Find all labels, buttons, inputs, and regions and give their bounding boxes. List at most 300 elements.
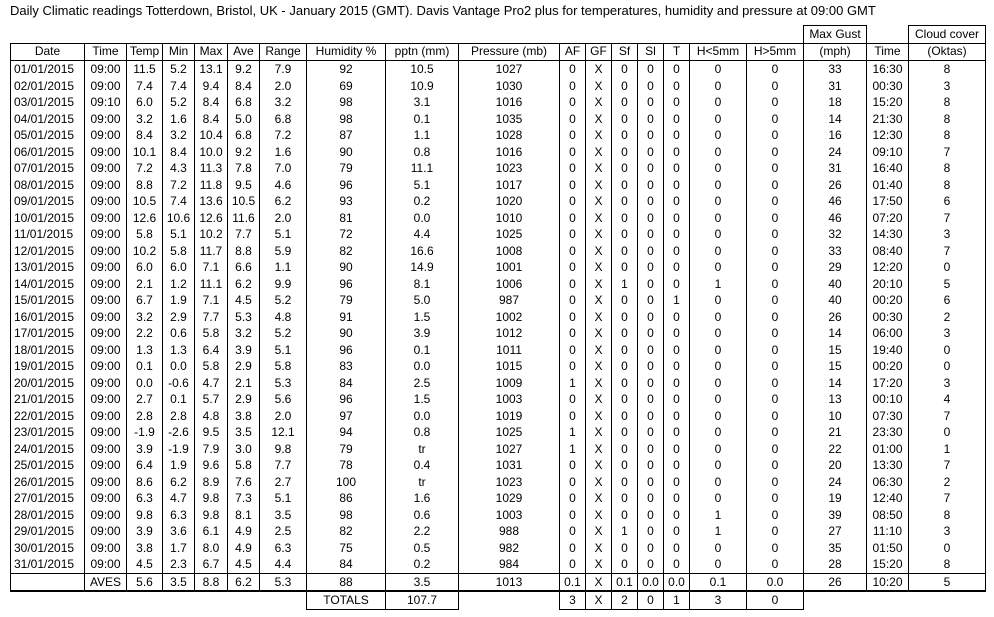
table-cell: 0 [747, 177, 804, 194]
table-cell: 1.1 [386, 127, 459, 144]
table-cell: 0 [612, 210, 638, 227]
averages-cell: 0.1 [560, 573, 586, 591]
table-cell: 0 [690, 490, 747, 507]
table-cell: 04/01/2015 [11, 111, 85, 128]
table-cell: 09:00 [85, 243, 127, 260]
table-cell: 83 [307, 358, 386, 375]
table-cell: 0.0 [386, 210, 459, 227]
table-cell: 09:00 [85, 490, 127, 507]
table-cell: 20/01/2015 [11, 375, 85, 392]
table-cell: 1.6 [163, 111, 195, 128]
table-cell: 46 [804, 193, 867, 210]
table-cell: 0.0 [386, 408, 459, 425]
table-cell: 1.9 [163, 457, 195, 474]
table-cell: 1 [909, 441, 986, 458]
table-cell: X [586, 243, 612, 260]
table-cell: 0 [690, 556, 747, 573]
table-cell: 82 [307, 243, 386, 260]
table-cell: 12.6 [195, 210, 228, 227]
table-cell: 0 [612, 474, 638, 491]
table-cell: 11/01/2015 [11, 226, 85, 243]
table-cell: 27/01/2015 [11, 490, 85, 507]
averages-cell: 6.2 [228, 573, 260, 591]
table-cell: 0 [560, 210, 586, 227]
table-cell: 26/01/2015 [11, 474, 85, 491]
table-cell: 7.0 [260, 160, 307, 177]
table-cell: 3.9 [127, 441, 163, 458]
table-cell: 5.7 [195, 391, 228, 408]
table-cell: 94 [307, 424, 386, 441]
table-cell: 14/01/2015 [11, 276, 85, 293]
table-cell: 15:20 [867, 556, 909, 573]
table-cell: 0 [747, 391, 804, 408]
table-cell: 0 [638, 490, 664, 507]
table-cell: 9.8 [195, 490, 228, 507]
table-cell: 15 [804, 342, 867, 359]
table-cell: 0 [690, 375, 747, 392]
table-cell: 0 [612, 391, 638, 408]
table-cell: 13/01/2015 [11, 259, 85, 276]
table-cell: 1023 [459, 474, 560, 491]
table-cell: 0 [638, 177, 664, 194]
table-cell: 09:10 [867, 144, 909, 161]
table-cell: 0 [612, 61, 638, 78]
table-cell: 7 [909, 144, 986, 161]
table-cell: 09:00 [85, 127, 127, 144]
table-cell: 09:00 [85, 78, 127, 95]
table-cell: 0.2 [386, 193, 459, 210]
table-cell: 0 [638, 144, 664, 161]
table-cell: 90 [307, 325, 386, 342]
table-cell: X [586, 408, 612, 425]
table-cell: 1008 [459, 243, 560, 260]
table-cell: 24 [804, 474, 867, 491]
table-cell: 1.6 [260, 144, 307, 161]
table-cell: 23:30 [867, 424, 909, 441]
table-cell: 91 [307, 309, 386, 326]
table-cell: 09:00 [85, 375, 127, 392]
table-cell: 12:20 [867, 259, 909, 276]
table-cell: 0 [664, 243, 690, 260]
table-cell: 0 [690, 210, 747, 227]
table-cell: 11.6 [228, 210, 260, 227]
table-cell: 0 [664, 391, 690, 408]
table-cell: 0 [612, 193, 638, 210]
table-cell: 0 [638, 408, 664, 425]
table-cell: 35 [804, 540, 867, 557]
table-cell: 09:00 [85, 556, 127, 573]
table-cell: 0 [747, 556, 804, 573]
table-cell: 4.5 [228, 556, 260, 573]
table-cell: 96 [307, 342, 386, 359]
table-cell: 22/01/2015 [11, 408, 85, 425]
table-cell: 0 [664, 160, 690, 177]
table-cell: 9.8 [260, 441, 307, 458]
table-cell: 0 [664, 78, 690, 95]
table-cell: 0 [664, 474, 690, 491]
totals-empty [459, 591, 560, 609]
table-cell: 1016 [459, 144, 560, 161]
table-cell: 0 [747, 127, 804, 144]
table-cell: 0 [560, 408, 586, 425]
table-cell: 24 [804, 144, 867, 161]
table-cell: 09/01/2015 [11, 193, 85, 210]
table-cell: 09:00 [85, 259, 127, 276]
table-cell: 0 [638, 78, 664, 95]
table-cell: 7.2 [127, 160, 163, 177]
table-cell: 33 [804, 61, 867, 78]
table-cell: X [586, 309, 612, 326]
table-cell: 11.1 [195, 276, 228, 293]
averages-cell: 0.0 [747, 573, 804, 591]
table-cell: 10.5 [127, 193, 163, 210]
table-cell: 10.5 [386, 61, 459, 78]
table-cell: 22 [804, 441, 867, 458]
table-cell: 0 [909, 358, 986, 375]
header-pressure: Pressure (mb) [459, 43, 560, 61]
table-cell: 0.1 [386, 342, 459, 359]
table-cell: 0 [560, 193, 586, 210]
table-cell: 0 [664, 193, 690, 210]
table-cell: 07:20 [867, 210, 909, 227]
table-cell: 0 [690, 408, 747, 425]
table-row [11, 523, 986, 540]
table-cell: 0 [664, 358, 690, 375]
table-cell: X [586, 111, 612, 128]
table-cell: 2.1 [127, 276, 163, 293]
table-cell: 09:00 [85, 391, 127, 408]
table-cell: 0 [638, 243, 664, 260]
table-cell: 6.8 [260, 111, 307, 128]
table-cell: 8 [909, 94, 986, 111]
header-min: Min [163, 43, 195, 61]
table-cell: 0 [664, 540, 690, 557]
table-cell: 6.8 [228, 94, 260, 111]
table-cell: 8 [909, 111, 986, 128]
table-cell: 0 [612, 556, 638, 573]
table-cell: 21:30 [867, 111, 909, 128]
table-cell: 0 [638, 358, 664, 375]
table-row [11, 358, 986, 375]
table-cell: 1015 [459, 358, 560, 375]
table-cell: -0.6 [163, 375, 195, 392]
table-cell: 6 [909, 193, 986, 210]
table-cell: 0 [560, 540, 586, 557]
table-cell: 0 [747, 325, 804, 342]
table-cell: 8 [909, 507, 986, 524]
table-cell: 11.5 [127, 61, 163, 78]
table-row [11, 111, 986, 128]
table-cell: 00:20 [867, 358, 909, 375]
table-cell: 4.4 [260, 556, 307, 573]
table-cell: 6.4 [127, 457, 163, 474]
table-cell: 0 [664, 177, 690, 194]
table-cell: 09:00 [85, 358, 127, 375]
table-cell: 987 [459, 292, 560, 309]
table-cell: 16:40 [867, 160, 909, 177]
table-cell: 98 [307, 111, 386, 128]
table-cell: 0 [638, 210, 664, 227]
table-cell: 0 [560, 358, 586, 375]
table-cell: X [586, 424, 612, 441]
climate-table [10, 25, 986, 610]
table-cell: 1.9 [163, 292, 195, 309]
table-cell: 3 [909, 375, 986, 392]
table-cell: 10.9 [386, 78, 459, 95]
table-cell: 7 [909, 210, 986, 227]
table-cell: 0 [612, 144, 638, 161]
table-cell: 21/01/2015 [11, 391, 85, 408]
table-cell: -1.9 [163, 441, 195, 458]
table-cell: 0 [747, 243, 804, 260]
table-cell: 31 [804, 160, 867, 177]
table-cell: 0 [909, 424, 986, 441]
table-cell: 2.8 [127, 408, 163, 425]
table-cell: 21 [804, 424, 867, 441]
totals-empty [909, 591, 986, 609]
table-cell: 0 [747, 111, 804, 128]
header-max: Max [195, 43, 228, 61]
table-row [11, 309, 986, 326]
table-cell: 7.8 [228, 160, 260, 177]
table-cell: 4.8 [260, 309, 307, 326]
table-cell: 09:00 [85, 276, 127, 293]
table-cell: 06:30 [867, 474, 909, 491]
table-cell: 32 [804, 226, 867, 243]
totals-empty [163, 591, 195, 609]
table-cell: 0 [747, 276, 804, 293]
table-cell: 0 [560, 490, 586, 507]
table-cell: 78 [307, 457, 386, 474]
table-row [11, 342, 986, 359]
table-cell: 1.3 [127, 342, 163, 359]
table-cell: 90 [307, 259, 386, 276]
table-cell: 0 [747, 292, 804, 309]
table-cell: 0 [560, 523, 586, 540]
table-cell: 7 [909, 243, 986, 260]
table-cell: 5.8 [260, 358, 307, 375]
header-t: T [664, 43, 690, 61]
table-cell: 4 [909, 391, 986, 408]
table-cell: 1025 [459, 424, 560, 441]
table-cell: 14.9 [386, 259, 459, 276]
table-cell: 0 [560, 342, 586, 359]
table-cell: 0 [612, 358, 638, 375]
header-sf: Sf [612, 43, 638, 61]
table-cell: 3.5 [228, 424, 260, 441]
table-cell: 09:00 [85, 292, 127, 309]
table-cell: 01:50 [867, 540, 909, 557]
totals-pptn: 107.7 [386, 591, 459, 609]
table-cell: 0 [747, 523, 804, 540]
averages-cell: 8.8 [195, 573, 228, 591]
table-cell: 09:00 [85, 523, 127, 540]
averages-row [11, 573, 986, 591]
table-cell: 0 [638, 127, 664, 144]
table-cell: 0.0 [386, 358, 459, 375]
table-cell: 07/01/2015 [11, 160, 85, 177]
table-cell: 0 [747, 408, 804, 425]
table-cell: 0 [664, 441, 690, 458]
table-cell: 0 [690, 358, 747, 375]
table-cell: 8.1 [228, 507, 260, 524]
table-cell: 0.8 [386, 424, 459, 441]
table-cell: 982 [459, 540, 560, 557]
table-cell: 0 [909, 540, 986, 557]
table-cell: 0 [664, 408, 690, 425]
table-cell: 8 [909, 177, 986, 194]
table-cell: 0 [664, 226, 690, 243]
table-cell: 100 [307, 474, 386, 491]
averages-cell: 0.1 [690, 573, 747, 591]
table-cell: 0 [690, 441, 747, 458]
table-cell: 2.9 [163, 309, 195, 326]
table-cell: 3.9 [127, 523, 163, 540]
table-cell: X [586, 358, 612, 375]
table-cell: 19:40 [867, 342, 909, 359]
table-cell: X [586, 61, 612, 78]
table-cell: 96 [307, 391, 386, 408]
table-cell: 0 [690, 94, 747, 111]
header-h-lt5: H<5mm [690, 43, 747, 61]
table-cell: 0 [690, 177, 747, 194]
totals-sf: 2 [612, 591, 638, 609]
table-cell: 0.5 [386, 540, 459, 557]
table-cell: 1006 [459, 276, 560, 293]
table-row [11, 210, 986, 227]
table-cell: 0 [560, 160, 586, 177]
table-cell: 0 [638, 61, 664, 78]
table-cell: 6.2 [228, 276, 260, 293]
table-cell: 1.6 [386, 490, 459, 507]
totals-h-gt5: 0 [747, 591, 804, 609]
table-cell: 16/01/2015 [11, 309, 85, 326]
table-cell: 0 [690, 160, 747, 177]
table-row [11, 474, 986, 491]
table-cell: 0 [560, 556, 586, 573]
table-cell: 12/01/2015 [11, 243, 85, 260]
table-cell: 0 [690, 342, 747, 359]
table-cell: 0.4 [386, 457, 459, 474]
table-cell: 0 [690, 193, 747, 210]
table-cell: 7.7 [228, 226, 260, 243]
table-cell: tr [386, 441, 459, 458]
header-temp: Temp [127, 43, 163, 61]
table-cell: 0 [690, 226, 747, 243]
table-cell: 1 [560, 441, 586, 458]
table-cell: 31/01/2015 [11, 556, 85, 573]
table-cell: 1009 [459, 375, 560, 392]
table-cell: 02/01/2015 [11, 78, 85, 95]
table-cell: 24/01/2015 [11, 441, 85, 458]
table-cell: 09:00 [85, 507, 127, 524]
table-cell: 17/01/2015 [11, 325, 85, 342]
table-cell: 12:30 [867, 127, 909, 144]
table-cell: -1.9 [127, 424, 163, 441]
totals-empty [804, 591, 867, 609]
table-cell: 1020 [459, 193, 560, 210]
table-cell: 0 [690, 111, 747, 128]
table-cell: 6.2 [260, 193, 307, 210]
table-cell: X [586, 457, 612, 474]
table-cell: 0 [560, 309, 586, 326]
table-cell: 7.4 [163, 78, 195, 95]
table-cell: 7.2 [260, 127, 307, 144]
table-cell: 2.0 [260, 210, 307, 227]
table-cell: 0 [560, 144, 586, 161]
table-cell: 4.4 [386, 226, 459, 243]
totals-label: TOTALS [307, 591, 386, 609]
table-cell: 5.3 [260, 375, 307, 392]
table-cell: 0 [747, 94, 804, 111]
table-cell: 1 [612, 276, 638, 293]
table-cell: 0 [560, 61, 586, 78]
table-cell: 0 [638, 474, 664, 491]
table-cell: X [586, 375, 612, 392]
averages-cell: 26 [804, 573, 867, 591]
table-cell: 0 [747, 210, 804, 227]
table-cell: 0 [638, 292, 664, 309]
table-cell: X [586, 540, 612, 557]
table-cell: 0 [690, 243, 747, 260]
table-cell: 5.0 [386, 292, 459, 309]
table-cell: 7.1 [195, 259, 228, 276]
table-row [11, 127, 986, 144]
table-cell: 9.6 [195, 457, 228, 474]
table-cell: 09:00 [85, 226, 127, 243]
table-cell: 1012 [459, 325, 560, 342]
table-cell: 5.1 [260, 490, 307, 507]
table-cell: 0 [747, 358, 804, 375]
table-cell: X [586, 160, 612, 177]
table-cell: 6.0 [127, 94, 163, 111]
table-cell: 5.2 [163, 61, 195, 78]
table-cell: 9.2 [228, 144, 260, 161]
table-row [11, 556, 986, 573]
table-cell: 3.2 [127, 309, 163, 326]
table-cell: 09:00 [85, 193, 127, 210]
table-cell: 09:00 [85, 424, 127, 441]
table-cell: 8.8 [228, 243, 260, 260]
table-cell: X [586, 441, 612, 458]
table-cell: 8.9 [195, 474, 228, 491]
table-cell: X [586, 193, 612, 210]
table-cell: 0 [747, 259, 804, 276]
table-cell: 0 [560, 457, 586, 474]
table-cell: 0 [664, 507, 690, 524]
header-h-gt5: H>5mm [747, 43, 804, 61]
table-cell: 7.7 [260, 457, 307, 474]
table-cell: 2.3 [163, 556, 195, 573]
table-row [11, 94, 986, 111]
table-cell: 19 [804, 490, 867, 507]
table-cell: 00:10 [867, 391, 909, 408]
table-cell: 1016 [459, 94, 560, 111]
table-cell: 0.1 [163, 391, 195, 408]
table-row [11, 276, 986, 293]
table-cell: 8.8 [127, 177, 163, 194]
table-cell: 7.2 [163, 177, 195, 194]
table-cell: 988 [459, 523, 560, 540]
table-cell: X [586, 556, 612, 573]
table-cell: 16.6 [386, 243, 459, 260]
table-cell: 6.6 [228, 259, 260, 276]
table-cell: 2.1 [228, 375, 260, 392]
table-cell: 0 [560, 292, 586, 309]
table-cell: 19/01/2015 [11, 358, 85, 375]
table-cell: 8.4 [228, 78, 260, 95]
table-cell: 0 [690, 325, 747, 342]
